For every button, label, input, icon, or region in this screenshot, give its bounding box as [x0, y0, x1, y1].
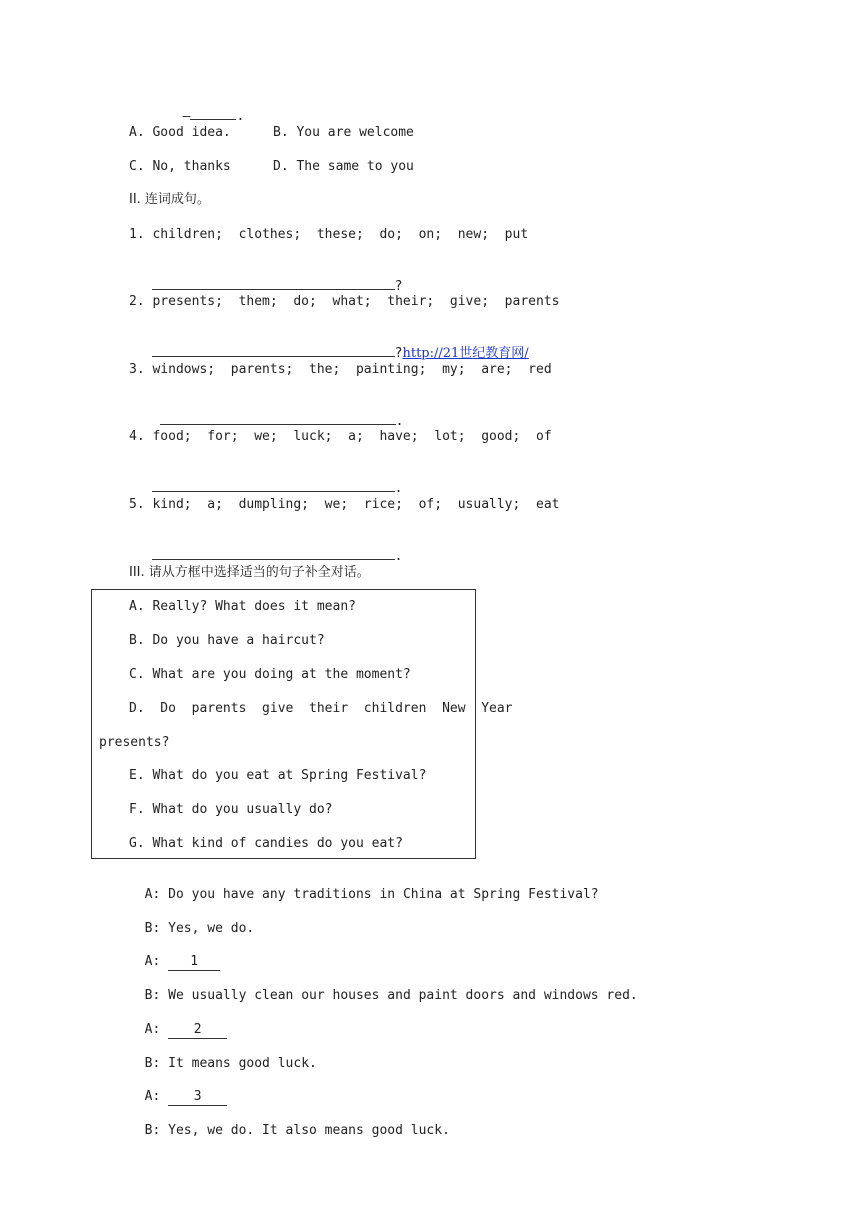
answer-line-2: [136, 328, 529, 362]
answer-line-5: [136, 531, 402, 565]
speaker-label: A:: [144, 887, 161, 902]
box-option-g: G. What kind of candies do you eat?: [129, 836, 403, 851]
dialogue-blank-2[interactable]: 2: [168, 1022, 227, 1039]
box-option-e: E. What do you eat at Spring Festival?: [129, 768, 427, 783]
sentence-item-2: 2. presents; them; do; what; their; give; parents: [129, 294, 560, 309]
section-3-heading: III. 请从方框中选择适当的句子补全对话。: [129, 565, 370, 580]
box-option-d: D. Do parents give their children New Year: [129, 701, 513, 716]
box-option-f: F. What do you usually do?: [129, 802, 333, 817]
box-option-d-continued: presents?: [99, 735, 170, 750]
answer-line-1: [136, 261, 402, 295]
answer-end-1: ?: [394, 279, 403, 294]
section-2-heading: II. 连词成句。: [129, 192, 210, 207]
answer-blank-1[interactable]: [152, 277, 395, 290]
dialogue-line-7: [129, 1073, 227, 1106]
dialogue-line-2: [129, 905, 254, 937]
answer-blank[interactable]: [190, 107, 236, 120]
sentence-item-4: 4. food; for; we; luck; a; have; lot; good; of: [129, 429, 552, 444]
speaker-label: B:: [144, 921, 161, 936]
speaker-label: B:: [144, 988, 161, 1003]
dialogue-line-3: [129, 938, 220, 971]
dialogue-line-8: [129, 1107, 450, 1139]
dialogue-line-5: [129, 1006, 227, 1039]
previous-question-answer-line: [167, 91, 244, 125]
speaker-label: B:: [144, 1056, 161, 1071]
dialogue-text: Yes, we do. It also means good luck.: [168, 1123, 450, 1138]
answer-end-3: .: [395, 414, 404, 429]
dialogue-text: Do you have any traditions in China at Spring Festival?: [168, 887, 599, 902]
box-option-a: A. Really? What does it mean?: [129, 599, 356, 614]
period: .: [236, 109, 245, 124]
answer-end-2: ?: [394, 346, 403, 361]
option-a: A. Good idea.: [129, 125, 231, 140]
dialogue-text: It means good luck.: [168, 1056, 317, 1071]
sentence-item-3: 3. windows; parents; the; painting; my; are; red: [129, 362, 552, 377]
options-box: [91, 589, 476, 859]
dialogue-blank-3[interactable]: 3: [168, 1089, 227, 1106]
answer-blank-4[interactable]: [152, 479, 395, 492]
speaker-label: A:: [144, 1089, 161, 1104]
dialogue-blank-1[interactable]: 1: [168, 954, 220, 971]
answer-end-5: .: [394, 549, 403, 564]
answer-end-4: .: [394, 481, 403, 496]
answer-line-4: [136, 463, 402, 497]
answer-line-3: [144, 396, 403, 430]
box-option-c: C. What are you doing at the moment?: [129, 667, 411, 682]
dialogue-text: Yes, we do.: [168, 921, 255, 936]
answer-blank-3[interactable]: [160, 412, 396, 425]
option-b: B. You are welcome: [273, 125, 414, 140]
answer-blank-2[interactable]: [152, 344, 395, 357]
answer-blank-5[interactable]: [152, 547, 395, 560]
dialogue-line-1: [129, 871, 599, 903]
speaker-label: A:: [144, 1022, 161, 1037]
dash-mark: —: [182, 109, 191, 124]
box-option-b: B. Do you have a haircut?: [129, 633, 325, 648]
watermark-link[interactable]: http://21世纪教育网/: [402, 346, 529, 361]
option-d: D. The same to you: [273, 159, 414, 174]
dialogue-line-6: [129, 1040, 317, 1072]
dialogue-text: We usually clean our houses and paint doors and windows red.: [168, 988, 638, 1003]
dialogue-line-4: [129, 972, 638, 1004]
option-c: C. No, thanks: [129, 159, 231, 174]
sentence-item-1: 1. children; clothes; these; do; on; new; put: [129, 227, 529, 242]
speaker-label: B:: [144, 1123, 161, 1138]
sentence-item-5: 5. kind; a; dumpling; we; rice; of; usually; eat: [129, 497, 560, 512]
speaker-label: A:: [144, 954, 161, 969]
